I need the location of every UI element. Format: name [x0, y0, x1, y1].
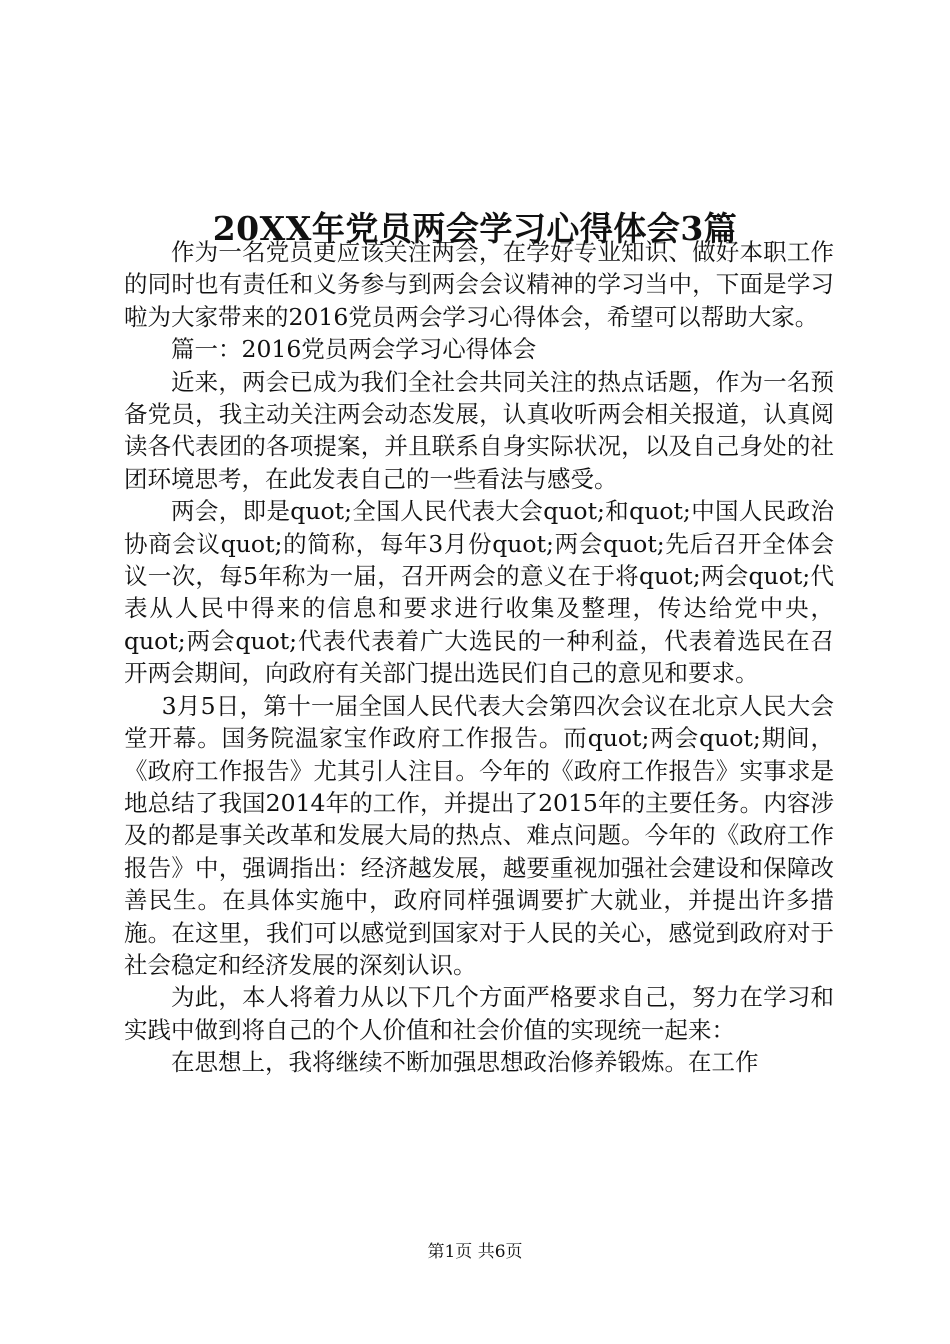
paragraph: 两会，即是quot;全国人民代表大会quot;和quot;中国人民政治协商会议quot;的简称，每年3月份quot;两会quot;先后召开全体会议一次，每5年称为一届，召开两会的意义在于将quot;两会quot;代表从人民中得来的信息和要求进行收集及整理，传达给党中央，quot;两会quot;代表代表着广大选民的一种利益，代表着选民在召开两会期间，向政府有关部门提出选民们自己的意见和要求。 — [124, 497, 834, 688]
paragraph: 为此，本人将着力从以下几个方面严格要求自己，努力在学习和实践中做到将自己的个人价值和社会价值的实现统一起来： — [124, 983, 834, 1044]
page-number-footer: 第1页 共6页 — [427, 1242, 523, 1262]
paragraph: 在思想上，我将继续不断加强思想政治修养锻炼。在工作 — [171, 1048, 759, 1077]
paragraph-intro: 作为一名党员更应该关注两会，在学好专业知识、做好本职工作的同时也有责任和义务参与到两会会议精神的学习当中，下面是学习啦为大家带来的2016党员两会学习心得体会，希望可以帮助大家。 — [124, 238, 834, 331]
paragraph: 近来，两会已成为我们全社会共同关注的热点话题，作为一名预备党员，我主动关注两会动态发展，认真收听两会相关报道，认真阅读各代表团的各项提案，并且联系自身实际状况，以及自己身处的社团环境思考，在此发表自己的一些看法与感受。 — [124, 367, 834, 493]
document-body — [124, 236, 834, 1079]
paragraph: 3月5日，第十一届全国人民代表大会第四次会议在北京人民大会堂开幕。国务院温家宝作政府工作报告。而quot;两会quot;期间，《政府工作报告》尤其引人注目。今年的《政府工作报告》实事求是地总结了我国2014年的工作，并提出了2015年的主要任务。内容涉及的都是事关改革和发展大局的热点、难点问题。今年的《政府工作报告》中，强调指出：经济越发展，越要重视加强社会建设和保障改善民生。在具体实施中，政府同样强调要扩大就业，并提出许多措施。在这里，我们可以感觉到国家对于人民的关心，感觉到政府对于社会稳定和经济发展的深刻认识。 — [124, 691, 834, 979]
section-heading: 篇一：2016党员两会学习心得体会 — [171, 335, 537, 364]
document-title: 20XX年党员两会学习心得体会3篇 — [212, 209, 738, 249]
